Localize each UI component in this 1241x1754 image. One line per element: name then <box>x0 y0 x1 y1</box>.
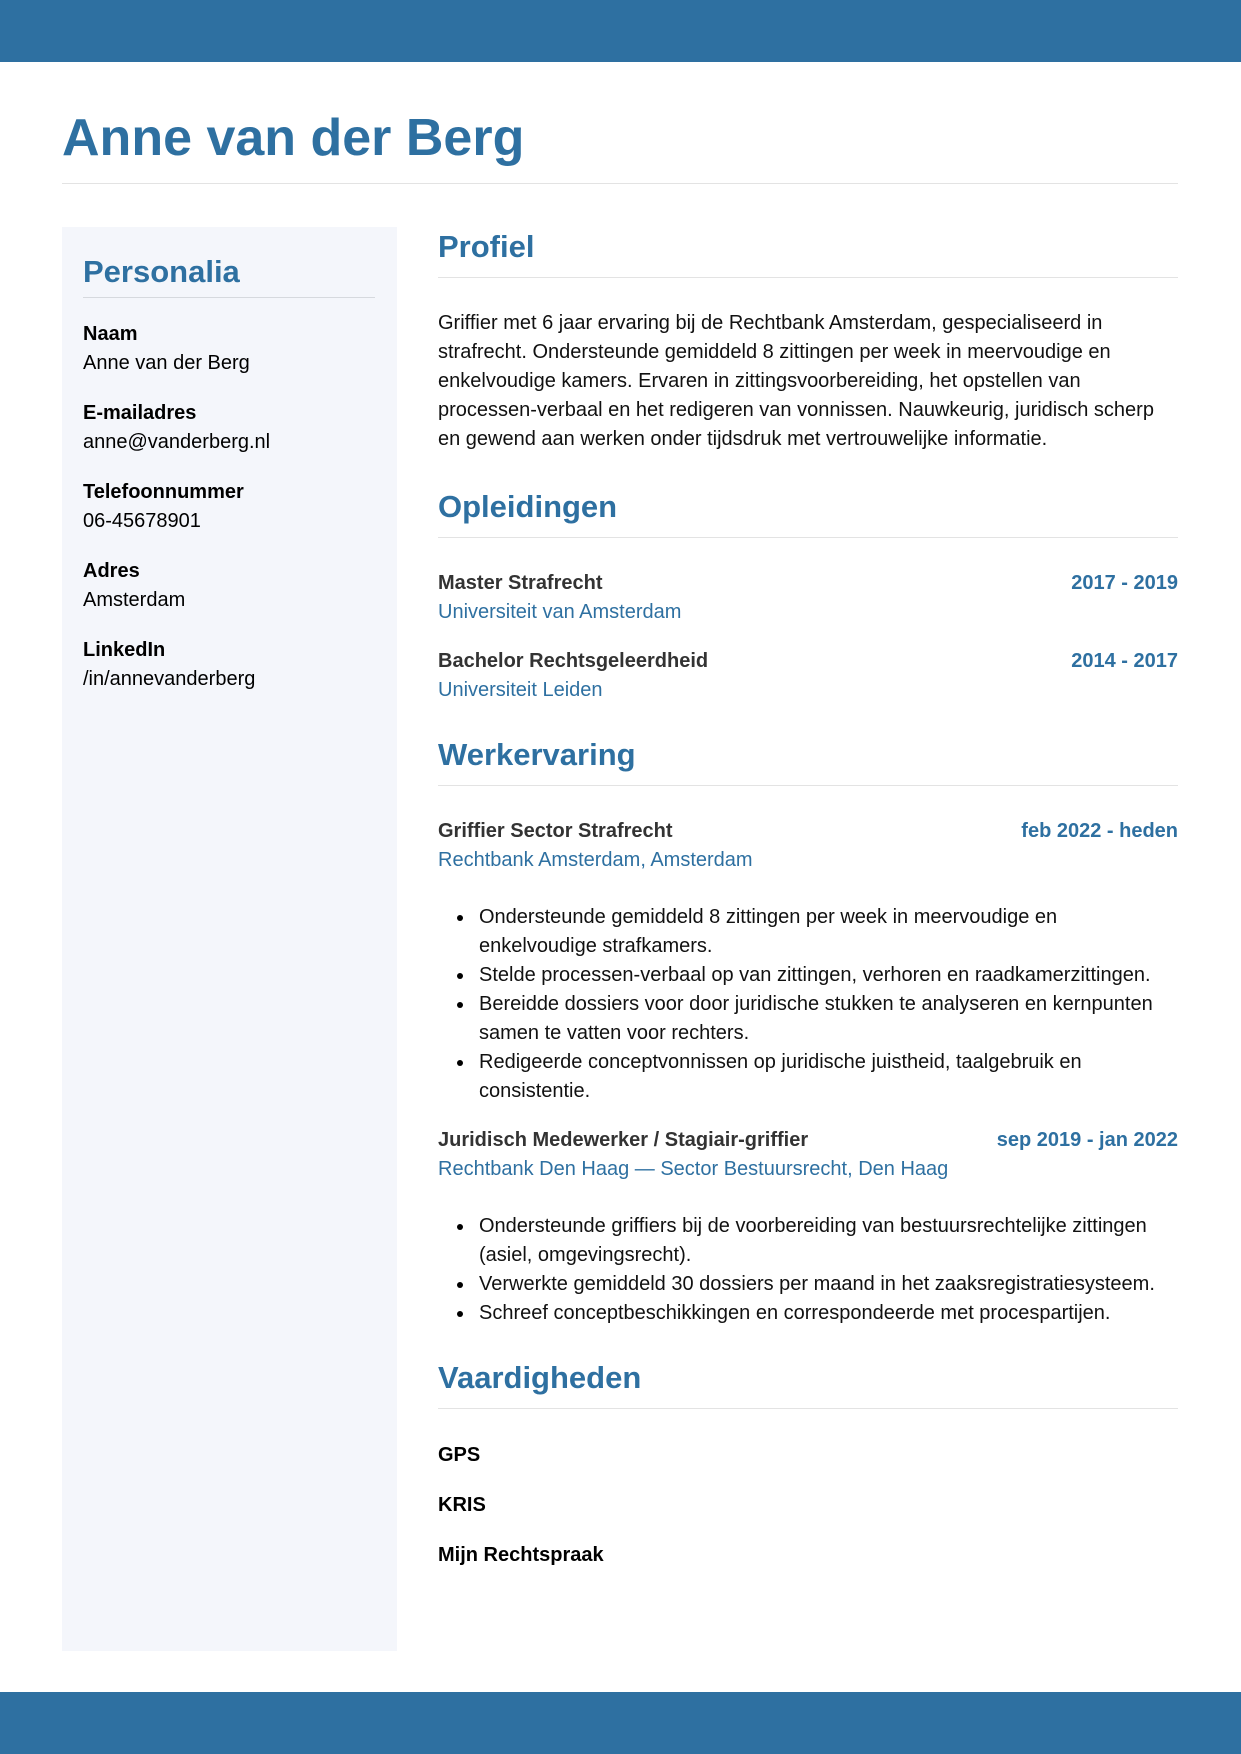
field-label: Adres <box>83 560 140 582</box>
main-content <box>438 225 1178 1591</box>
personal-details-sidebar <box>62 227 397 1651</box>
skill-item: Mijn Rechtspraak <box>438 1544 604 1566</box>
education-entry <box>438 647 1178 705</box>
school-name: Universiteit Leiden <box>438 679 603 701</box>
experience-entry <box>438 1126 1178 1328</box>
employer-name: Rechtbank Amsterdam, Amsterdam <box>438 849 753 871</box>
employer-name: Rechtbank Den Haag — Sector Bestuursrecht, Den Haag <box>438 1158 949 1180</box>
degree-title: Master Strafrecht <box>438 572 603 594</box>
list-item: Ondersteunde gemiddeld 8 zittingen per week in meervoudige en enkelvoudige strafkamers. <box>438 903 1178 961</box>
list-item: Stelde processen-verbaal op van zittingen, verhoren en raadkamerzittingen. <box>438 961 1178 990</box>
experience-section <box>438 733 1178 1328</box>
list-item: Redigeerde conceptvonnissen op juridische juistheid, taalgebruik en consistentie. <box>438 1048 1178 1106</box>
field-address <box>83 557 376 615</box>
field-name <box>83 320 376 378</box>
field-value: /in/annevanderberg <box>83 668 256 690</box>
entry-dates: sep 2019 - jan 2022 <box>996 1129 1178 1151</box>
profile-text: Griffier met 6 jaar ervaring bij de Rechtbank Amsterdam, gespecialiseerd in strafrecht. Ondersteunde gemiddeld 8 zittingen per week in meervoudige en enkelvoudige kamers. Ervaren in zittingsvoorbereiding, het opstellen van processen-verbaal en het redigeren van vonnissen. Nauwkeurig, juridisch scherp en gewend aan werken onder tijdsdruk met vertrouwelijke informatie. <box>438 312 1154 450</box>
job-title: Juridisch Medewerker / Stagiair-griffier <box>438 1129 809 1151</box>
entry-dates: 2017 - 2019 <box>1071 572 1178 594</box>
experience-entry <box>438 817 1178 1106</box>
field-value: Anne van der Berg <box>83 352 250 374</box>
field-label: Naam <box>83 323 138 345</box>
field-email <box>83 399 376 457</box>
sidebar-title: Personalia <box>83 254 240 289</box>
field-phone <box>83 478 376 536</box>
list-item: Bereidde dossiers voor door juridische stukken te analyseren en kernpunten samen te vatten voor rechters. <box>438 990 1178 1048</box>
entry-dates: 2014 - 2017 <box>1071 650 1178 672</box>
task-list <box>438 903 1178 1106</box>
skills-list <box>438 1441 1178 1570</box>
list-item: Ondersteunde griffiers bij de voorbereiding van bestuursrechtelijke zittingen (asiel, omgevingsrecht). <box>438 1212 1178 1270</box>
field-label: Telefoonnummer <box>83 481 244 503</box>
top-color-bar <box>0 0 1241 62</box>
section-title: Werkervaring <box>438 737 636 772</box>
name-divider <box>62 183 1178 184</box>
education-entry <box>438 569 1178 627</box>
entry-dates: feb 2022 - heden <box>1021 820 1178 842</box>
section-divider <box>438 277 1178 278</box>
profile-section <box>438 225 1178 454</box>
bottom-color-bar <box>0 1692 1241 1754</box>
section-title: Opleidingen <box>438 489 618 524</box>
section-divider <box>438 537 1178 538</box>
skill-item: GPS <box>438 1444 481 1466</box>
education-section <box>438 485 1178 705</box>
degree-title: Bachelor Rechtsgeleerdheid <box>438 650 709 672</box>
list-item: Verwerkte gemiddeld 30 dossiers per maand in het zaaksregistratiesysteem. <box>438 1270 1178 1299</box>
job-title: Griffier Sector Strafrecht <box>438 820 673 842</box>
skills-section <box>438 1356 1178 1570</box>
task-list <box>438 1212 1178 1328</box>
candidate-name: Anne van der Berg <box>62 109 525 167</box>
field-value: 06-45678901 <box>83 510 201 532</box>
field-label: E-mailadres <box>83 402 197 424</box>
section-title: Vaardigheden <box>438 1360 642 1395</box>
field-linkedin <box>83 636 376 694</box>
school-name: Universiteit van Amsterdam <box>438 601 682 623</box>
section-divider <box>438 1408 1178 1409</box>
sidebar-divider <box>83 297 375 298</box>
skill-item: KRIS <box>438 1494 486 1516</box>
field-value: Amsterdam <box>83 589 186 611</box>
field-value: anne@vanderberg.nl <box>83 431 271 453</box>
list-item: Schreef conceptbeschikkingen en correspondeerde met procespartijen. <box>438 1299 1178 1328</box>
section-divider <box>438 785 1178 786</box>
field-label: LinkedIn <box>83 639 166 661</box>
section-title: Profiel <box>438 229 535 264</box>
